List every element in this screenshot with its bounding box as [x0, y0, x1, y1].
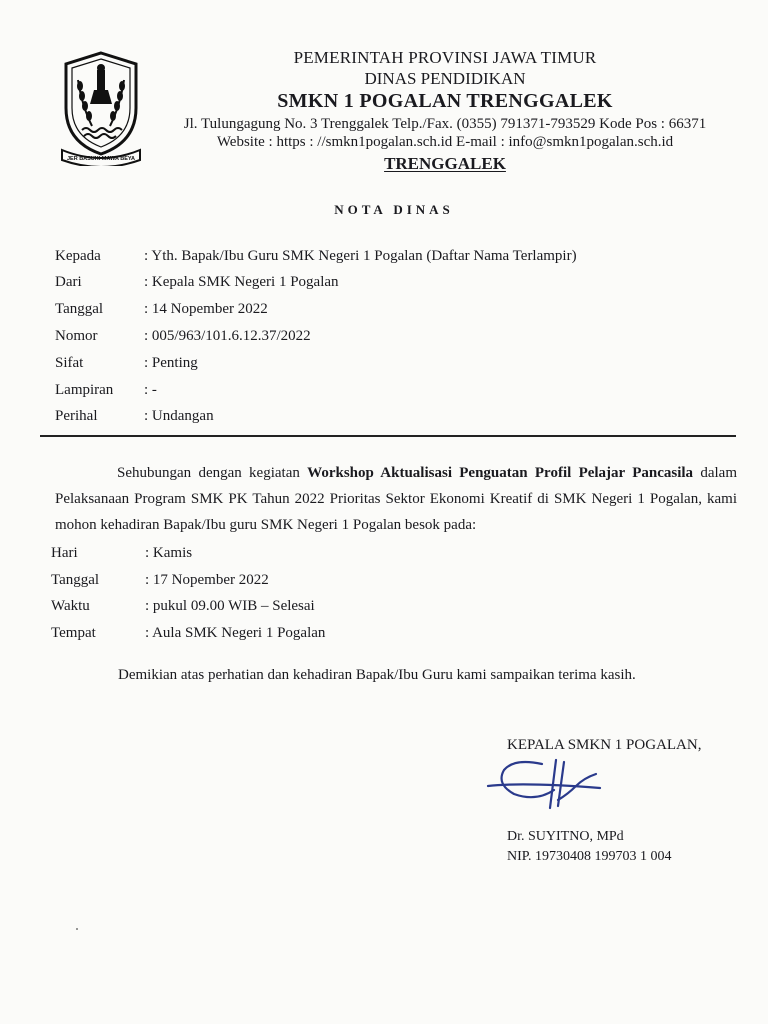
meta-value: : 14 Nopember 2022	[144, 301, 268, 317]
svg-text:JER BASUKI MAWA BEYA: JER BASUKI MAWA BEYA	[66, 156, 136, 162]
letterhead-address: Jl. Tulungagung No. 3 Trenggalek Telp./Fax. (0355) 791371-793529 Kode Pos : 66371	[183, 116, 707, 132]
event-label: Tempat	[51, 625, 96, 641]
event-label: Tanggal	[51, 572, 100, 588]
letterhead-government: PEMERINTAH PROVINSI JAWA TIMUR	[293, 48, 597, 67]
meta-row-sifat	[55, 355, 198, 372]
handwritten-signature	[484, 756, 606, 820]
meta-row-lampiran	[55, 382, 157, 399]
event-value: : 17 Nopember 2022	[145, 572, 269, 588]
event-label: Waktu	[51, 598, 90, 614]
event-row-hari	[51, 545, 192, 562]
meta-row-kepada	[55, 248, 577, 265]
event-value: : Kamis	[145, 545, 193, 561]
scan-speck	[76, 928, 78, 930]
body-text-rest: dalam Pelaksanaan Program SMK PK Tahun 2022 Prioritas Sektor Ekonomi Kreatif di SMK Negeri 1 Pogalan, kami mohon kehadiran Bapak/Ibu guru SMK Negeri 1 Pogalan besok pada:	[55, 465, 737, 533]
meta-label: Tanggal	[55, 301, 104, 317]
meta-row-nomor	[55, 328, 311, 345]
letterhead-website: Website : https : //smkn1pogalan.sch.id E-mail : info@smkn1pogalan.sch.id	[216, 134, 674, 150]
meta-row-dari	[55, 274, 339, 291]
event-value: : Aula SMK Negeri 1 Pogalan	[145, 625, 326, 641]
letterhead-city-text: TRENGGALEK	[384, 154, 506, 173]
meta-row-perihal	[55, 408, 214, 425]
event-row-waktu	[51, 598, 315, 615]
closing-sentence: Demikian atas perhatian dan kehadiran Bapak/Ibu Guru kami sampaikan terima kasih.	[118, 667, 636, 683]
event-label: Hari	[51, 545, 78, 561]
east-java-crest-logo	[60, 50, 142, 166]
meta-label: Kepada	[55, 248, 101, 264]
meta-value: : Yth. Bapak/Ibu Guru SMK Negeri 1 Pogalan (Daftar Nama Terlampir)	[144, 248, 577, 264]
document-title: NOTA DINAS	[334, 202, 454, 217]
meta-value: : Kepala SMK Negeri 1 Pogalan	[144, 274, 339, 290]
signatory-title: KEPALA SMKN 1 POGALAN,	[507, 737, 702, 753]
signatory-nip: NIP. 19730408 199703 1 004	[507, 849, 672, 864]
body-paragraph	[55, 460, 737, 538]
event-row-tanggal	[51, 572, 269, 589]
event-value: : pukul 09.00 WIB – Selesai	[145, 598, 315, 614]
meta-value: : -	[144, 382, 157, 398]
meta-value: : Undangan	[144, 408, 214, 424]
letterhead-city	[150, 154, 740, 174]
body-text-event-name: Workshop Aktualisasi Penguatan Profil Pelajar Pancasila	[307, 465, 694, 481]
meta-label: Dari	[55, 274, 82, 290]
meta-value: : Penting	[144, 355, 198, 371]
meta-label: Sifat	[55, 355, 84, 371]
event-row-tempat	[51, 625, 325, 642]
meta-label: Nomor	[55, 328, 98, 344]
meta-label: Perihal	[55, 408, 98, 424]
meta-value: : 005/963/101.6.12.37/2022	[144, 328, 311, 344]
letterhead-school-name: SMKN 1 POGALAN TRENGGALEK	[277, 90, 613, 112]
meta-label: Lampiran	[55, 382, 114, 398]
meta-row-tanggal	[55, 301, 268, 318]
letterhead-department: DINAS PENDIDIKAN	[364, 69, 526, 88]
divider-line	[40, 435, 736, 437]
signatory-name: Dr. SUYITNO, MPd	[507, 829, 624, 844]
body-text-intro: Sehubungan dengan kegiatan	[117, 465, 308, 481]
